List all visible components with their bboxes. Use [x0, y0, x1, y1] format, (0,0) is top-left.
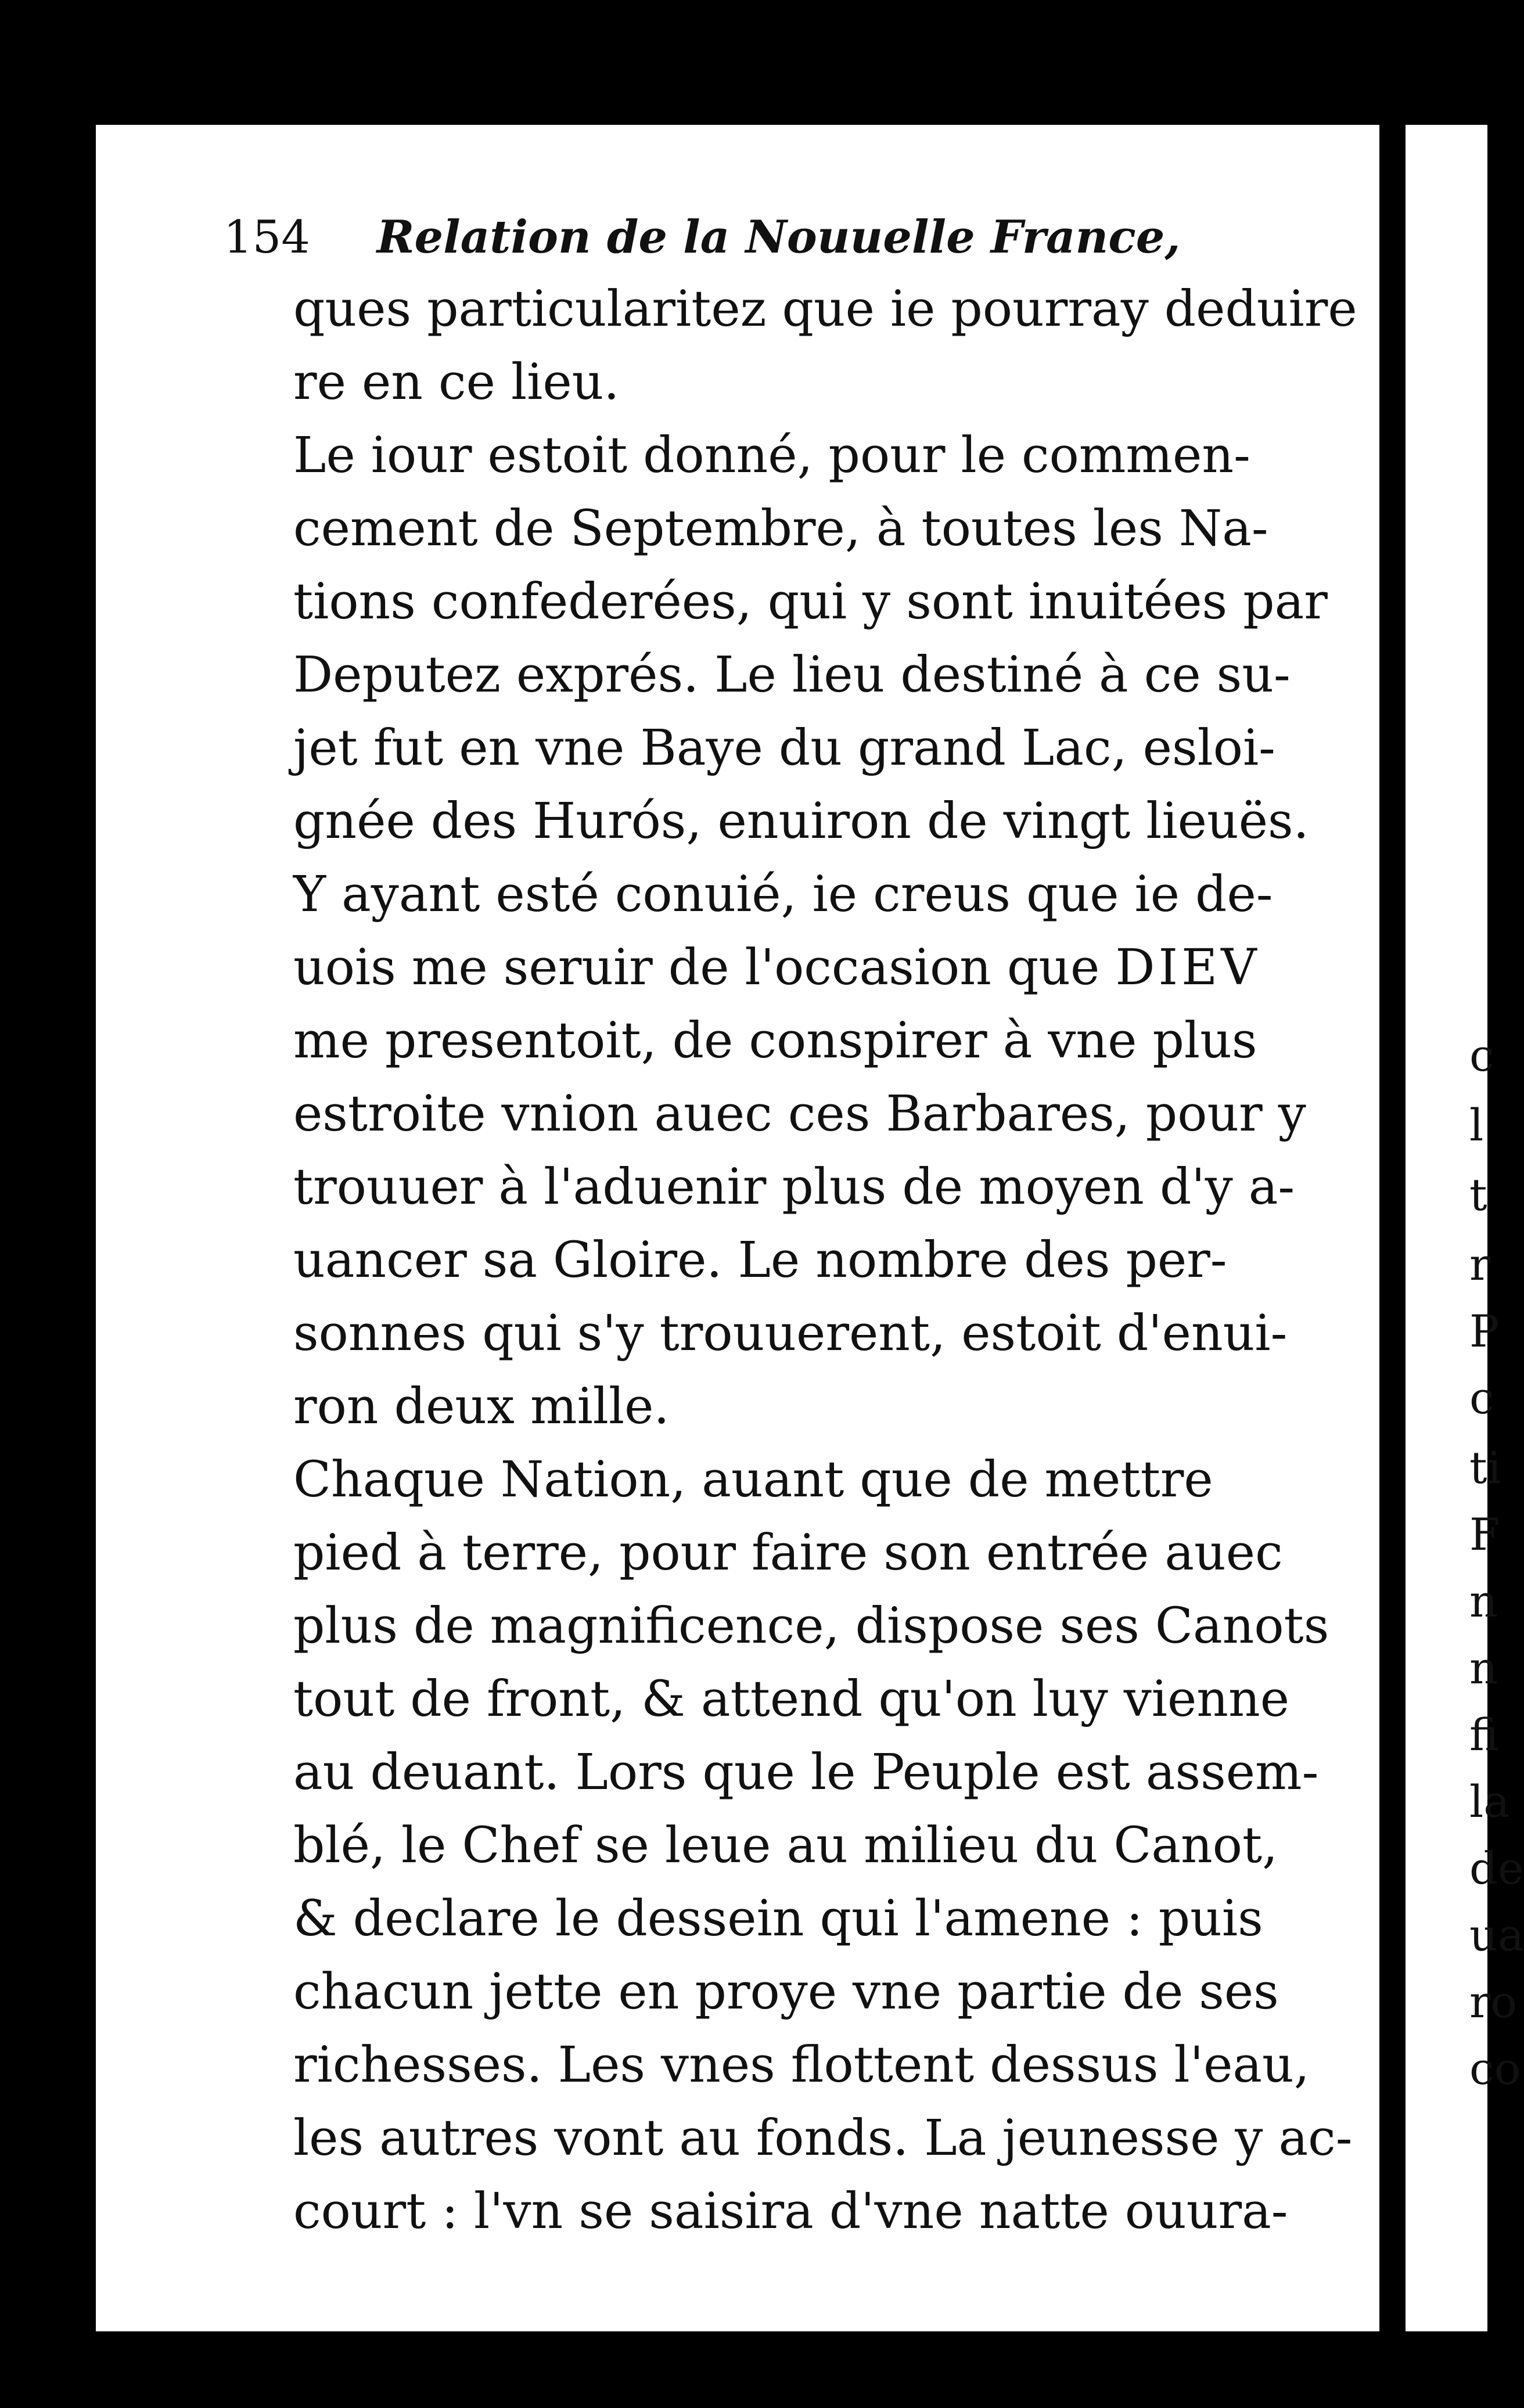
edge-fragment: de [1469, 1842, 1524, 1894]
text-line: blé, le Chef se leue au milieu du Canot, [293, 1817, 1278, 1874]
text-line: gnée des Hurós, enuiron de vingt lieuës. [293, 793, 1309, 850]
text-line: richesses. Les vnes flottent dessus l'eau, [293, 2036, 1310, 2094]
text-line: au deuant. Lors que le Peuple est assem- [293, 1744, 1319, 1801]
text-line: estroite vnion auec ces Barbares, pour y [293, 1085, 1306, 1143]
edge-fragment: n [1469, 1575, 1498, 1627]
page-body [293, 273, 1357, 2248]
text-line: re en ce lieu. [293, 354, 620, 411]
text-line: jet fut en vne Baye du grand Lac, esloi- [293, 719, 1275, 777]
text-line: & declare le dessein qui l'amene : puis [293, 1890, 1263, 1948]
page-number: 154 [224, 211, 310, 264]
text-line: Y ayant esté conuié, ie creus que ie de- [293, 866, 1273, 923]
text-line: plus de magnificence, dispose ses Canots [293, 1597, 1329, 1655]
running-title: Relation de la Nouuelle France, [376, 211, 1181, 264]
text-line: sonnes qui s'y trouuerent, estoit d'enui- [293, 1305, 1288, 1362]
text-line: tout de front, & attend qu'on luy vienne [293, 1671, 1290, 1728]
text-line: pied à terre, pour faire son entrée auec [293, 1524, 1283, 1582]
edge-fragment: r [1469, 1239, 1491, 1290]
text-line: trouuer à l'aduenir plus de moyen d'y a- [293, 1158, 1295, 1216]
text-line: ques particularitez que ie pourray deduire [293, 280, 1357, 338]
text-line: Le iour estoit donné, pour le commen- [293, 427, 1250, 484]
text-line: les autres vont au fonds. La jeunesse y ac- [293, 2110, 1353, 2167]
text-line: me presentoit, de conspirer à vne plus [293, 1012, 1257, 1070]
edge-fragment: t [1469, 1169, 1487, 1221]
edge-fragment: c [1469, 1030, 1494, 1081]
edge-fragment: co [1469, 2043, 1521, 2094]
text-line: tions confederées, qui y sont inuitées par [293, 573, 1328, 631]
divine-name: DIEV [1115, 939, 1260, 996]
text-line [293, 931, 1315, 1005]
text-line: uancer sa Gloire. Le nombre des per- [293, 1232, 1227, 1289]
page-header [224, 211, 1286, 264]
text-line-part: uois me seruir de l'occasion que [293, 939, 1100, 996]
text-line: Deputez exprés. Le lieu destiné à ce su- [293, 646, 1291, 704]
text-line: court : l'vn se saisira d'vne natte ouura- [293, 2183, 1288, 2240]
text-line: chacun jette en proye vne partie de ses [293, 1963, 1279, 2021]
edge-fragment: c [1469, 1372, 1494, 1424]
edge-fragment: n [1469, 1642, 1498, 1694]
edge-fragment: l [1469, 1099, 1484, 1151]
edge-fragment: ua [1469, 1909, 1524, 1961]
text-line: ron deux mille. [293, 1378, 670, 1435]
edge-fragment: ti [1469, 1442, 1501, 1493]
text-line: cement de Septembre, à toutes les Na- [293, 500, 1268, 557]
edge-fragment: la [1469, 1776, 1510, 1827]
edge-fragment: fi [1469, 1709, 1499, 1761]
edge-fragment: ro [1469, 1976, 1518, 2028]
edge-fragment: F [1469, 1509, 1500, 1560]
edge-fragment: P [1469, 1305, 1500, 1357]
text-line: Chaque Nation, auant que de mettre [293, 1451, 1213, 1509]
